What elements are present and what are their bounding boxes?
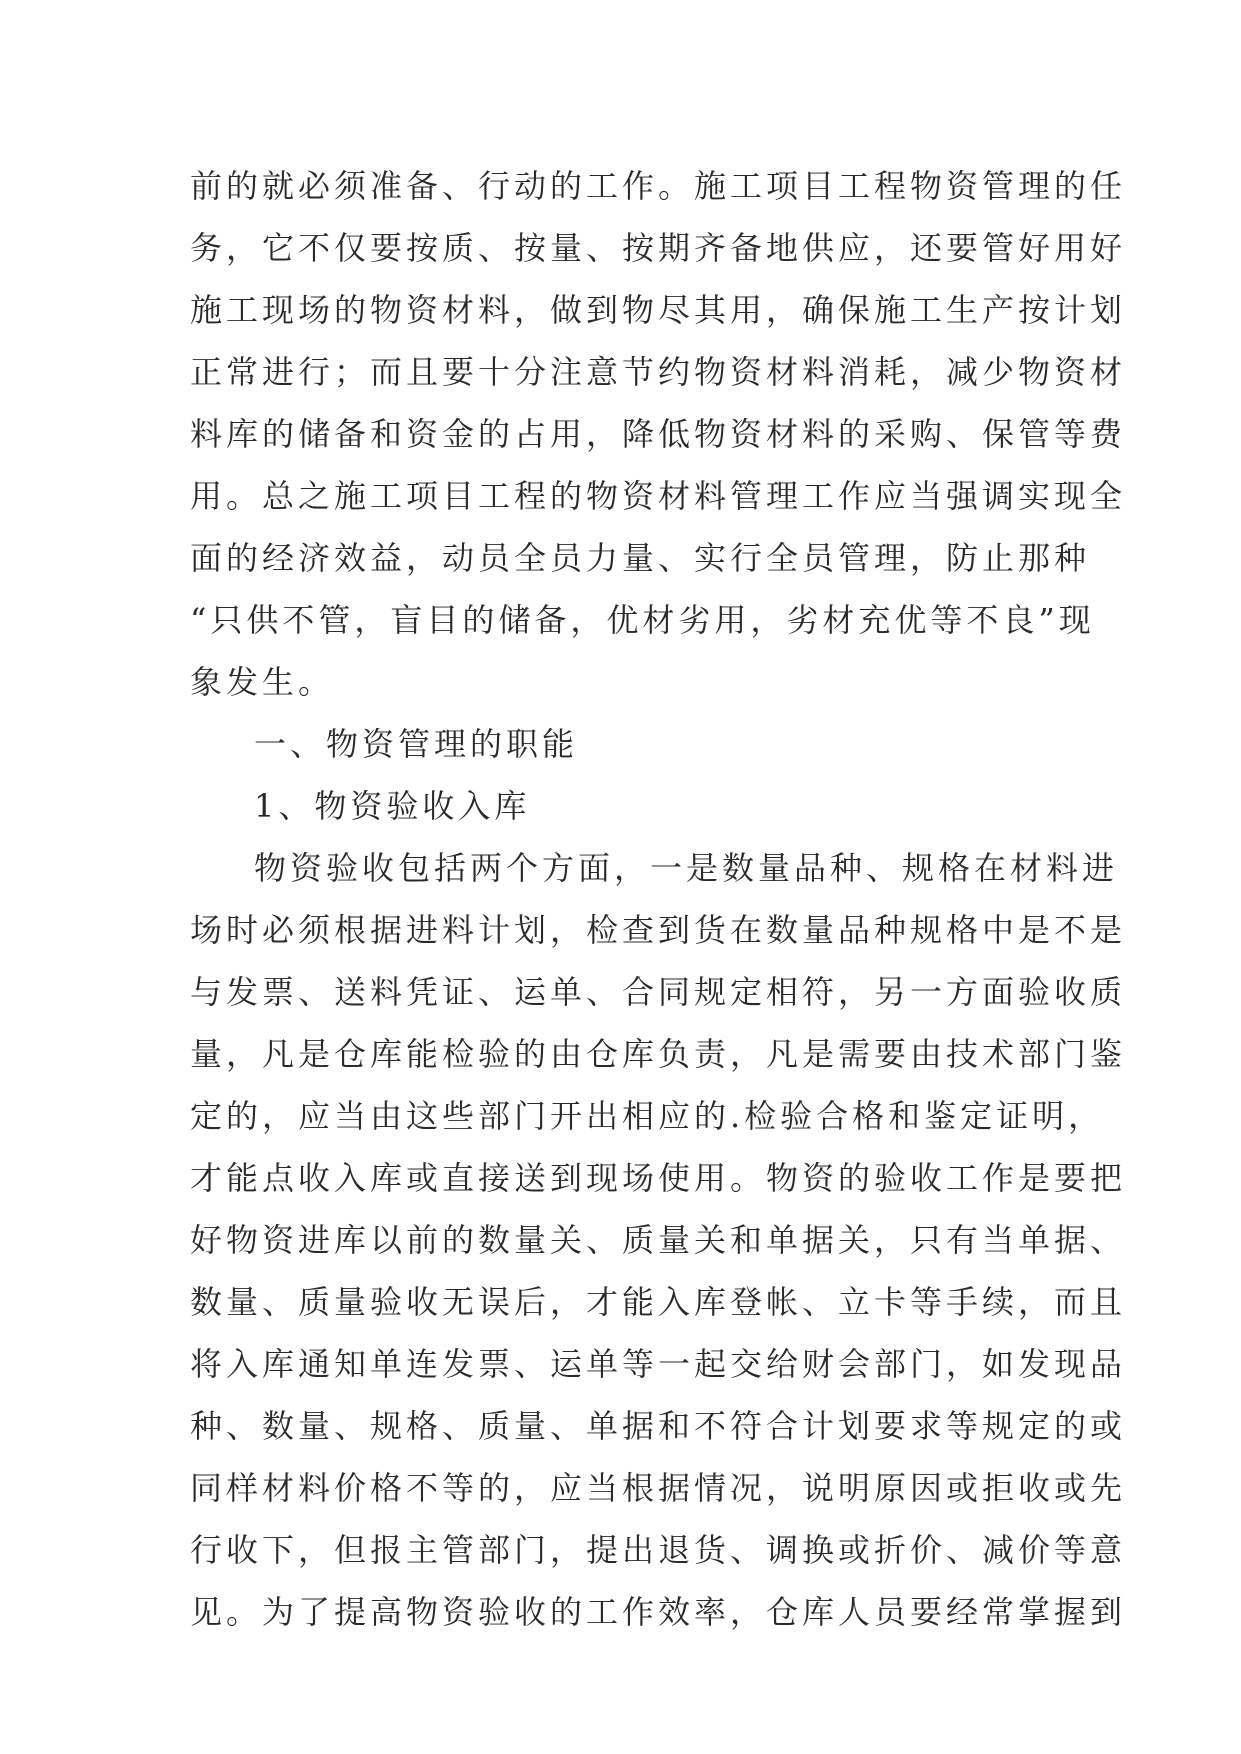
text-line: 料库的储备和资金的占用，降低物资材料的采购、保管等费 bbox=[190, 415, 1127, 453]
text-line: 用。总之施工项目工程的物资材料管理工作应当强调实现全 bbox=[190, 477, 1127, 515]
text-line: 量，凡是仓库能检验的由仓库负责，凡是需要由技术部门鉴 bbox=[190, 1035, 1127, 1073]
text-line: 定的，应当由这些部门开出相应的.检验合格和鉴定证明， bbox=[190, 1097, 1105, 1135]
text-line: 好物资进库以前的数量关、质量关和单据关，只有当单据、 bbox=[190, 1221, 1127, 1259]
text-line: 将入库通知单连发票、运单等一起交给财会部门，如发现品 bbox=[190, 1345, 1127, 1383]
section-heading: 一、物资管理的职能 bbox=[254, 725, 579, 763]
text-line: 物资验收包括两个方面，一是数量品种、规格在材料进 bbox=[254, 849, 1119, 887]
text-line: 种、数量、规格、质量、单据和不符合计划要求等规定的或 bbox=[190, 1407, 1127, 1445]
text-line: 场时必须根据进料计划，检查到货在数量品种规格中是不是 bbox=[190, 911, 1127, 949]
text-line: 前的就必须准备、行动的工作。施工项目工程物资管理的任 bbox=[190, 167, 1127, 205]
subsection-heading: 1、物资验收入库 bbox=[254, 787, 531, 825]
text-line: 行收下，但报主管部门，提出退货、调换或折价、减价等意 bbox=[190, 1531, 1127, 1569]
text-line: 象发生。 bbox=[190, 663, 335, 701]
text-line: “只供不管，盲目的储备，优材劣用，劣材充优等不良”现 bbox=[190, 601, 1095, 639]
text-line: 务，它不仅要按质、按量、按期齐备地供应，还要管好用好 bbox=[190, 229, 1127, 267]
text-line: 才能点收入库或直接送到现场使用。物资的验收工作是要把 bbox=[190, 1159, 1127, 1197]
text-line: 数量、质量验收无误后，才能入库登帐、立卡等手续，而且 bbox=[190, 1283, 1127, 1321]
text-line: 见。为了提高物资验收的工作效率，仓库人员要经常掌握到 bbox=[190, 1593, 1127, 1631]
text-line: 正常进行；而且要十分注意节约物资材料消耗，减少物资材 bbox=[190, 353, 1127, 391]
text-line: 同样材料价格不等的，应当根据情况，说明原因或拒收或先 bbox=[190, 1469, 1127, 1507]
text-line: 面的经济效益，动员全员力量、实行全员管理，防止那种 bbox=[190, 539, 1091, 577]
body-text bbox=[190, 155, 1127, 1643]
text-line: 与发票、送料凭证、运单、合同规定相符，另一方面验收质 bbox=[190, 973, 1127, 1011]
text-line: 施工现场的物资材料，做到物尽其用，确保施工生产按计划 bbox=[190, 291, 1127, 329]
